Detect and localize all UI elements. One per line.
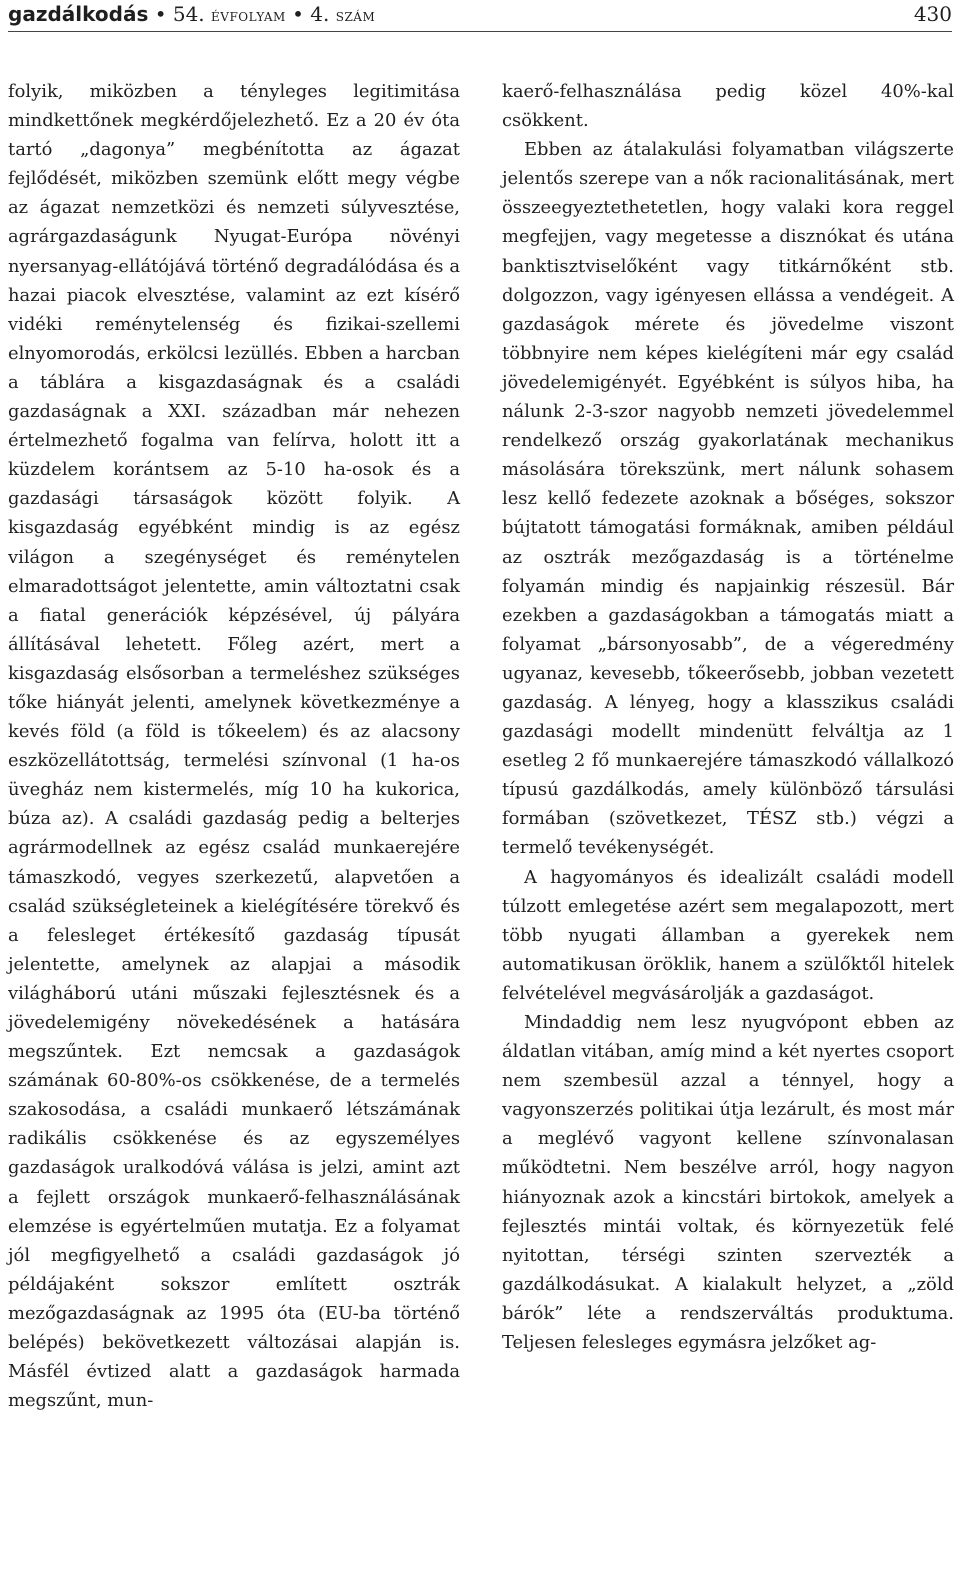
left-column	[8, 77, 460, 1415]
paragraph: kaerő-felhasználása pedig közel 40%-kal csökkent.	[502, 81, 954, 132]
volume-number: 54.	[172, 2, 205, 26]
paragraph: Mindaddig nem lesz nyugvópont ebben az áldatlan vitában, amíg mind a két nyertes csoport nem szembesül azzal a ténnyel, hogy a vagyonszerzés politikai útja lezárult, és most már a meglévő vagyont kellene színvonalasan működtetni. Nem beszélve arról, hogy nagyon hiányoznak azok a kincstári birtokok, amelyek a fejlesztés mintái voltak, és környezetük felé nyitottan, térségi szinten szervezték a gazdálkodásukat. A kialakult helyzet, a „zöld bárók” léte a rendszerváltás produktuma. Teljesen felesleges egymásra jelzőket ag-	[502, 1012, 954, 1354]
page-number: 430	[913, 2, 952, 26]
header-separator: •	[154, 2, 167, 26]
issue-label: szám	[335, 6, 376, 26]
journal-title: gazdálkodás	[8, 2, 149, 26]
paragraph: A hagyományos és idealizált családi modell túlzott emlegetése azért sem megalapozott, mert több nyugati államban a gyerekek nem automatikusan öröklik, hanem a szülőktől hitelek felvételével megvásárolják a gazdaságot.	[502, 866, 954, 1004]
right-column	[502, 77, 954, 1357]
header-separator: •	[292, 2, 304, 26]
running-header	[8, 2, 952, 28]
header-rule	[8, 31, 952, 32]
volume-label: évfolyam	[211, 6, 286, 26]
paragraph: folyik, miközben a tényleges legitimitása mindkettőnek megkérdőjelezhető. Ez a 20 év óta tartó „dagonya” megbénította az ágazat fejlődését, miközben szemünk előtt megy végbe az ágazat nemzetközi és nemzeti súlyvesztése, agrárgazdaságunk Nyugat-Európa növényi nyersanyag-ellátójává történő degradálódása és a hazai piacok elvesztése, valamint az ezt kísérő vidéki reménytelenség és fizikai-szellemi elnyomorodás, erkölcsi lezüllés. Ebben a harcban a táblára a kisgazdaságnak és a családi gazdaságnak a XXI. században már nehezen értelmezhető fogalma van felírva, holott itt a küzdelem korántsem az 5-10 ha-osok és a gazdasági társaságok között folyik. A kisgazdaság egyébként mindig is az egész világon a szegénységet és reménytelen elmaradottságot jelentette, amin változtatni csak a fiatal generációk képzésével, új pályára állításával lehetett. Főleg azért, mert a kisgazdaság elsősorban a termeléshez szükséges tőke hiányát jelenti, amelynek következménye a kevés föld (a föld is tőkeelem) és az alacsony eszközellátottság, termelési színvonal (1 ha-os üvegház nem kistermelés, míg 10 ha kukorica, búza az). A családi gazdaság pedig a belterjes agrármodellnek az egész család munkaerejére támaszkodó, vegyes szerkezetű, alapvetően a család szükségleteinek a kielégítésére törekvő és a felesleget értékesítő gazdaság típusát jelentette, amelynek az alapjai a második világháború utáni műszaki fejlesztésnek és a jövedelemigény növekedésének a hatására megszűntek. Ezt nemcsak a gazdaságok számának 60-80%-os csökkenése, de a termelés szakosodása, a családi munkaerő létszámának radikális csökkenése és az egyszemélyes gazdaságok uralkodóvá válása is jelzi, amint azt a fejlett országok munkaerő-felhasználásának elemzése is egyértelműen mutatja. Ez a folyamat jól megfigyelhető a családi gazdaságok jó példájaként sokszor említett osztrák mezőgazdaságnak az 1995 óta (EU-ba történő belépés) bekövetkezett változásai alapján is. Másfél évtized alatt a gazdaságok harmada megszűnt, mun-	[8, 81, 460, 1412]
issue-number: 4.	[310, 2, 330, 26]
paragraph: Ebben az átalakulási folyamatban világszerte jelentős szerepe van a nők racionalitásának, mert összeegyeztethetetlen, hogy valaki kora reggel megfejjen, vagy megetesse a disznókat és utána banktisztviselőként vagy titkárnőként stb. dolgozzon, vagy igényesen ellássa a vendégeit. A gazdaságok mérete és jövedelme viszont többnyire nem képes kielégíteni már egy család jövedelemigényét. Egyébként is súlyos hiba, ha nálunk 2-3-szor nagyobb nemzeti jövedelemmel rendelkező ország gyakorlatának mechanikus másolására törekszünk, mert nálunk sohasem lesz kellő fedezete azoknak a bőséges, sokszor bújtatott támogatási formáknak, amiben például az osztrák mezőgazdaság is a történelme folyamán mindig és napjainkig részesül. Bár ezekben a gazdaságokban a támogatás miatt a folyamat „bársonyosabb”, de a végeredmény ugyanaz, kevesebb, tőkeerősebb, jobban vezetett gazdaság. A lényeg, hogy a klasszikus családi gazdasági modellt mindenütt felváltja az 1 esetleg 2 fő munkaerejére támaszkodó vállalkozó típusú gazdálkodás, amely különböző társulási formában (szövetkezet, TÉSZ stb.) végzi a termelő tevékenységét.	[502, 139, 954, 859]
